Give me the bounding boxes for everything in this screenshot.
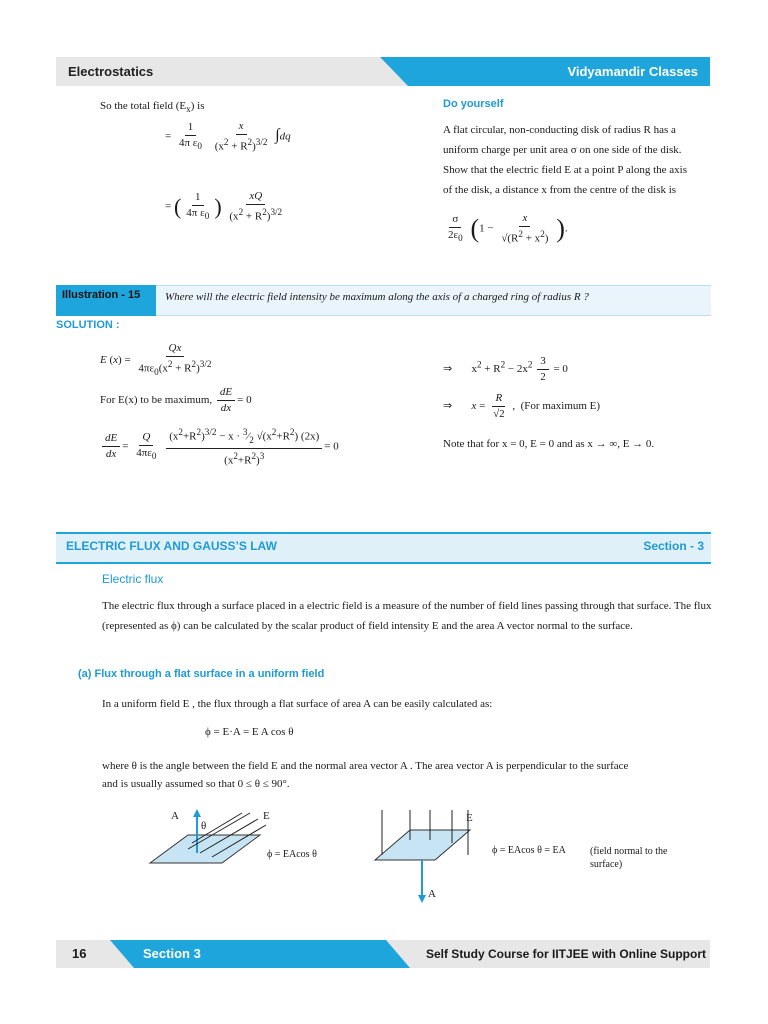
electric-flux-title: Electric flux bbox=[102, 572, 164, 586]
fig-left-caption: ϕ = EAcos θ bbox=[267, 849, 317, 860]
fig-right-E: E bbox=[466, 812, 473, 824]
fig-right-caption: ϕ = EAcos θ = EA bbox=[492, 845, 566, 856]
flat-surface bbox=[375, 830, 470, 860]
solution-label: SOLUTION : bbox=[56, 319, 120, 331]
header-chapter: Electrostatics bbox=[68, 64, 154, 79]
solution-derivative: $\frac{dE}{dx}$ = $\frac{Q}{4\pi\varepsilon_0}$ $\frac{(x^2+R^2)^{3/2} - x \cdot ^3⁄_2 √(x^2+R^2) (2x)}{(x^2+R^2)^3}$ = 0 bbox=[100, 426, 339, 468]
footer-section: Section 3 bbox=[143, 946, 201, 961]
solution-step1: ⇒ $x^2 + R^2 - 2x^2$ $\frac{3}{2}$ = 0 bbox=[443, 355, 568, 383]
do-yourself-result: $\frac{\sigma}{2\varepsilon_0}$ (1 − $\frac{x}{√(R^2 + x^2)}$ ). bbox=[448, 212, 568, 245]
subsection-a-title: (a) Flux through a flat surface in a uniform field bbox=[78, 668, 325, 680]
solution-condition: For E(x) to be maximum, $\frac{dE}{dx}$ = 0 bbox=[100, 386, 252, 414]
subsection-a-line3: and is usually assumed so that 0 ≤ θ ≤ 90°. bbox=[102, 778, 290, 790]
fig-left-A: A bbox=[171, 810, 179, 822]
illustration-question: Where will the electric field intensity be maximum along the axis of a charged ring of radius R ? bbox=[165, 291, 589, 303]
footer-course: Self Study Course for IITJEE with Online Support bbox=[425, 947, 706, 961]
solution-eq-E: E (x) = $\frac{Qx}{4\pi\varepsilon_0(x^2 + R^2)^{3/2}}$ bbox=[100, 342, 212, 377]
fig-left-E: E bbox=[263, 810, 270, 822]
subsection-a-line1: In a uniform field E , the flux through a flat surface of area A can be easily calculated as: bbox=[102, 698, 493, 710]
do-yourself-text: A flat circular, non-conducting disk of radius R has a uniform charge per unit area σ on one side of the disk. Show that the electric field E at a point P along the axis of the disk, a distance x from the centre of the disk is bbox=[443, 124, 687, 196]
header-brand: Vidyamandir Classes bbox=[567, 64, 698, 79]
total-field-intro: So the total field $(E_x)$ is bbox=[100, 100, 205, 115]
section-tag: Section - 3 bbox=[643, 539, 704, 553]
illustration-tag: Illustration - 15 bbox=[56, 285, 156, 316]
solution-note: Note that for x = 0, E = 0 and as x → ∞, E → 0. bbox=[443, 438, 655, 450]
flux-formula: ϕ = E·A = E A cos θ bbox=[205, 726, 294, 738]
do-yourself-title: Do yourself bbox=[443, 98, 504, 110]
total-field-eq1: = $\frac{1}{4\pi \varepsilon_0}$ $\frac{x}{(x^2 + R^2)^{3/2}}$ ∫dq bbox=[165, 120, 291, 153]
total-field-eq2: = ( $\frac{1}{4\pi \varepsilon_0}$ ) $\frac{xQ}{(x^2 + R^2)^{3/2}}$ bbox=[165, 190, 283, 223]
solution-step2: ⇒ x = $\frac{R}{√2}$ , (For maximum E) bbox=[443, 392, 601, 420]
page-number: 16 bbox=[72, 946, 87, 961]
fig-theta: θ bbox=[201, 820, 207, 832]
electric-flux-paragraph: The electric flux through a surface placed in a electric field is a measure of the number of field lines passing through that surface. The flux (represented as ϕ) can be calculated by the scalar product of field intensity E and the area A vector normal to the surface. bbox=[102, 600, 712, 632]
section-title: ELECTRIC FLUX AND GAUSS’S LAW bbox=[66, 539, 277, 553]
fig-right-note: (field normal to the surface) bbox=[590, 846, 668, 870]
subsection-a-line2: where θ is the angle between the field E and the normal area vector A . The area vector A is perpendicular to the surface bbox=[102, 760, 629, 772]
fig-right-A: A bbox=[428, 888, 436, 900]
